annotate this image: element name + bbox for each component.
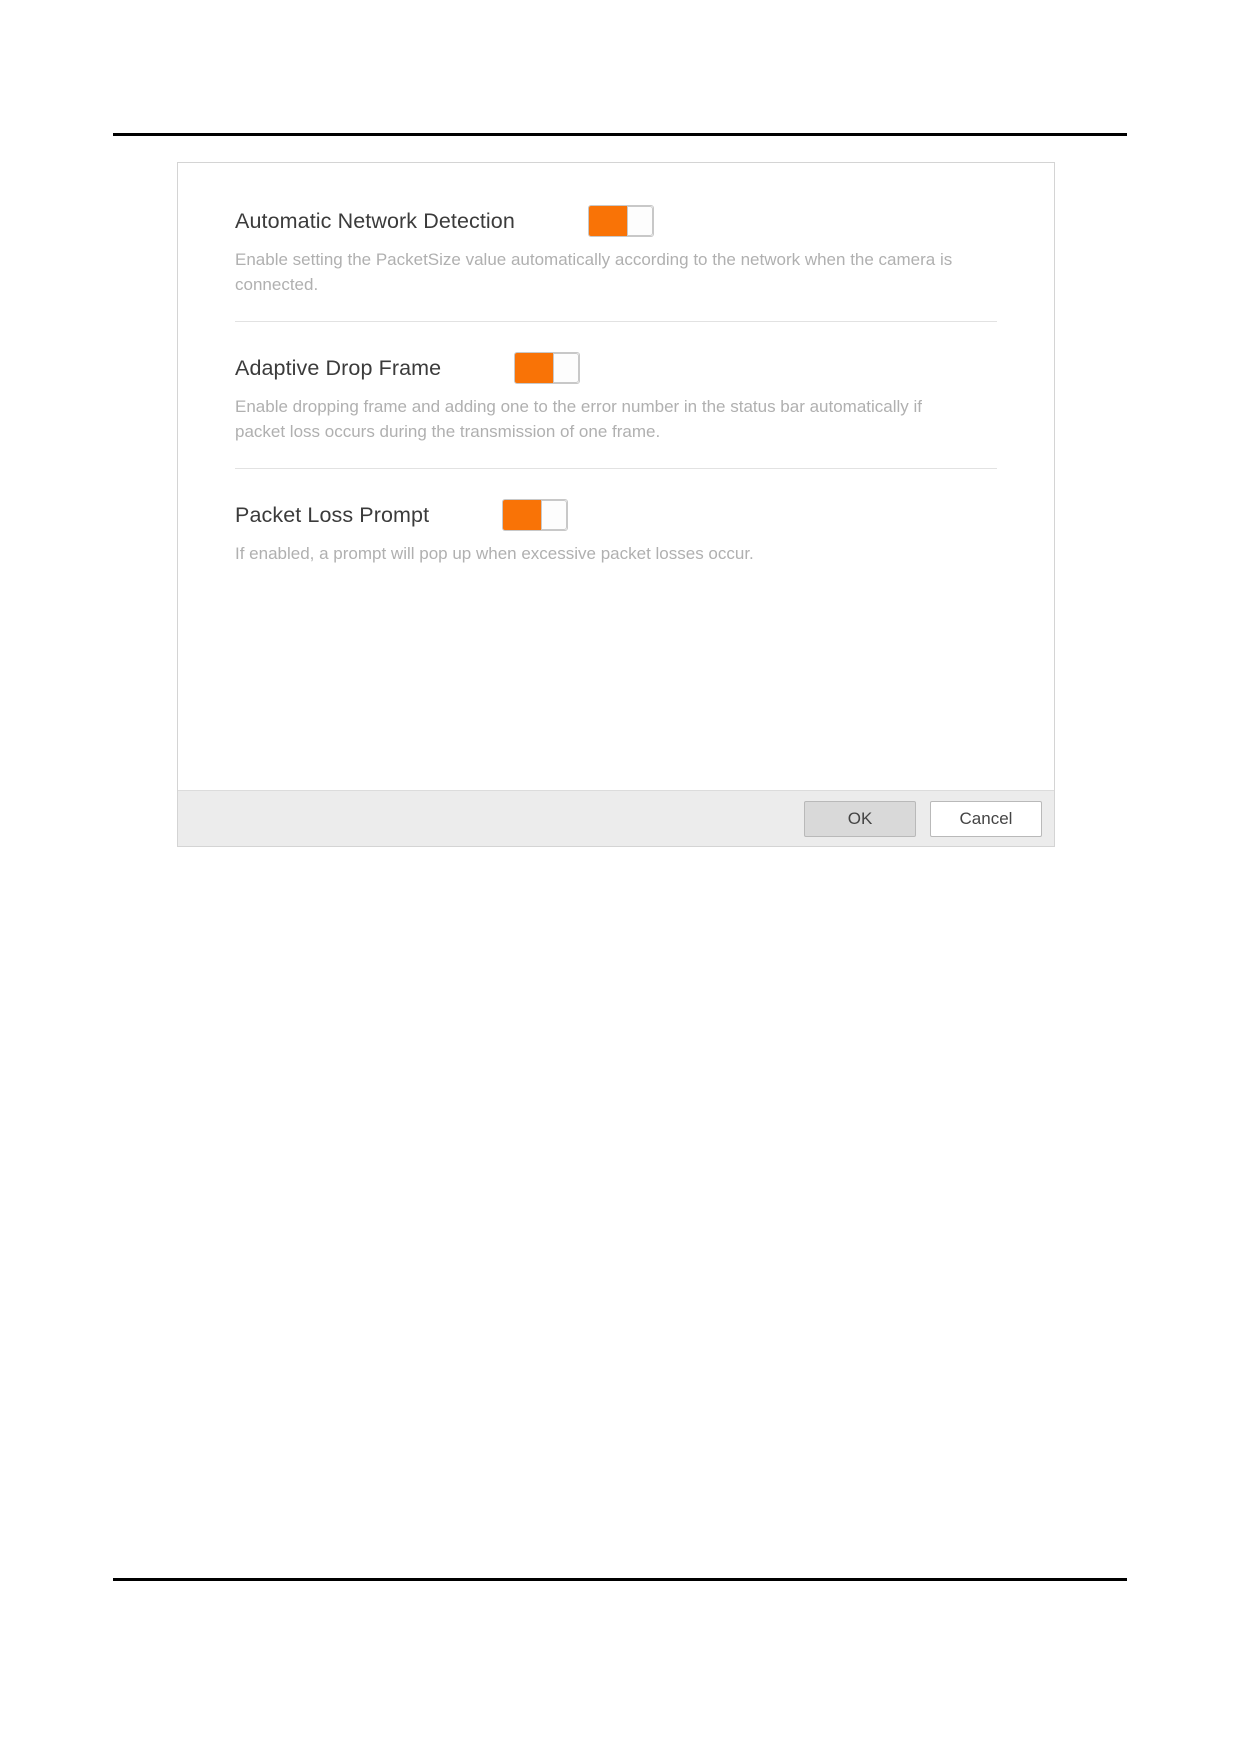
- toggle-knob-icon: [541, 500, 567, 530]
- setting-description-adaptive-drop-frame: Enable dropping frame and adding one to the error number in the status bar automatically if packet loss occurs during the transmission of one frame.: [235, 397, 923, 441]
- gap-2: [178, 469, 1054, 495]
- toggle-knob-icon: [627, 206, 653, 236]
- setting-title-adaptive-drop-frame: Adaptive Drop Frame: [235, 355, 442, 380]
- setting-head: [235, 348, 997, 388]
- toggle-knob-icon: [553, 353, 579, 383]
- toggle-automatic-network-detection[interactable]: [588, 205, 654, 237]
- setting-head: [235, 201, 997, 241]
- page-header-rule: [113, 133, 1127, 136]
- setting-row-packet-loss-prompt: [178, 495, 1054, 566]
- dialog-footer: [178, 790, 1054, 846]
- toggle-fill-icon: [503, 500, 543, 530]
- setting-row-automatic-network-detection: [178, 201, 1054, 297]
- setting-head: [235, 495, 997, 535]
- settings-dialog: [177, 162, 1055, 847]
- setting-description-packet-loss-prompt: If enabled, a prompt will pop up when excessive packet losses occur.: [235, 544, 754, 563]
- gap-1: [178, 322, 1054, 348]
- toggle-fill-icon: [515, 353, 555, 383]
- page-footer-rule: [113, 1578, 1127, 1581]
- setting-title-packet-loss-prompt: Packet Loss Prompt: [235, 502, 430, 527]
- body-top-spacer: [178, 163, 1054, 201]
- ok-button[interactable]: OK: [804, 801, 916, 837]
- setting-row-adaptive-drop-frame: [178, 348, 1054, 444]
- cancel-button[interactable]: Cancel: [930, 801, 1042, 837]
- toggle-adaptive-drop-frame[interactable]: [514, 352, 580, 384]
- setting-description-automatic-network-detection: Enable setting the PacketSize value automatically according to the network when the camera is connected.: [235, 250, 953, 294]
- toggle-packet-loss-prompt[interactable]: [502, 499, 568, 531]
- toggle-fill-icon: [589, 206, 629, 236]
- dialog-body: [178, 163, 1054, 790]
- setting-title-automatic-network-detection: Automatic Network Detection: [235, 208, 515, 233]
